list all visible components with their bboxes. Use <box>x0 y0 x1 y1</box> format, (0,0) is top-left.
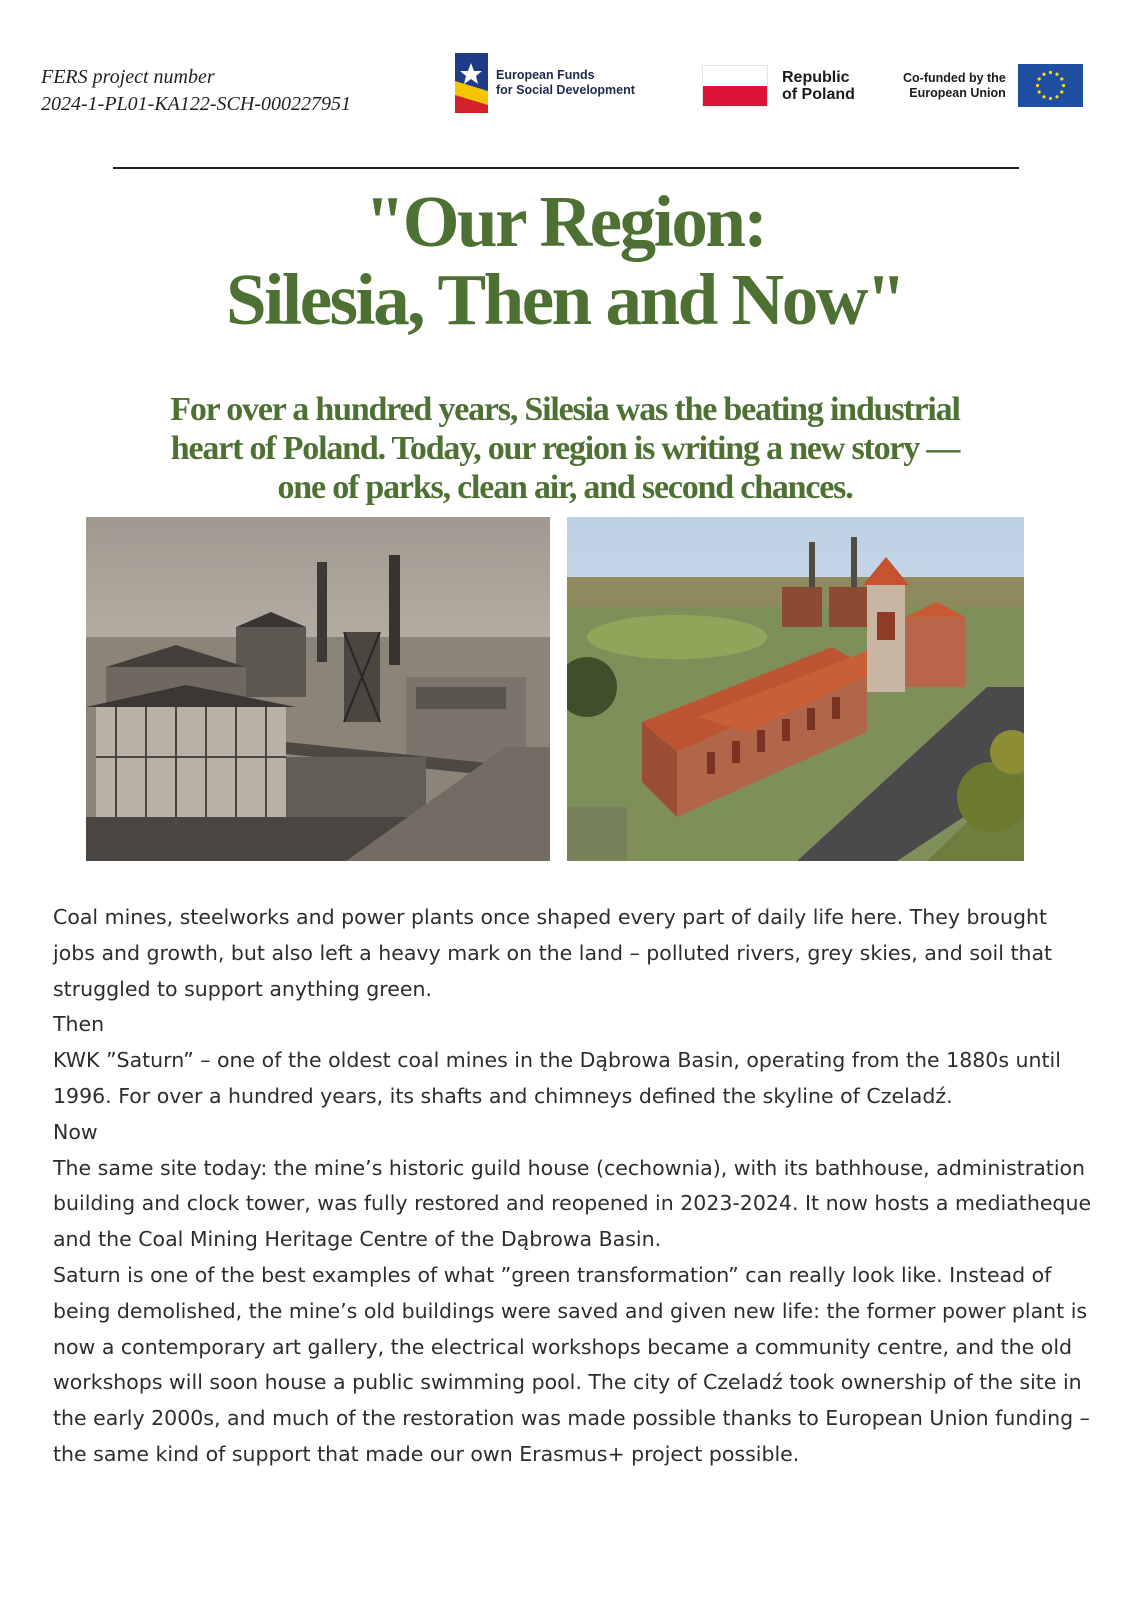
restored-mine-photo <box>567 517 1024 861</box>
now-heading: Now <box>53 1119 98 1144</box>
closing-paragraph: Saturn is one of the best examples of what ”green transformation” can really look like. Instead of being demolished, the mine’s old buildings were saved and given new life: the former power plant is now a contemporary art gallery, the electrical workshops became a community centre, and the old workshops will soon house a public swimming pool. The city of Czeladź took ownership of the site in the early 2000s, and much of the restoration was made possible thanks to European Union funding – the same kind of support that made our own Erasmus+ project possible. <box>53 1262 1090 1466</box>
subtitle-line3: one of parks, clean air, and second chances. <box>277 469 853 506</box>
european-funds-text <box>496 68 635 98</box>
european-funds-emblem-icon <box>455 53 488 113</box>
title-line2: Silesia, Then and Now" <box>226 259 904 340</box>
page-subtitle <box>0 390 1130 507</box>
subtitle-line1: For over a hundred years, Silesia was the beating industrial <box>170 391 960 428</box>
then-paragraph: KWK ”Saturn” – one of the oldest coal mines in the Dąbrowa Basin, operating from the 1880s until 1996. For over a hundred years, its shafts and chimneys defined the skyline of Czeladź. <box>53 1048 1061 1108</box>
republic-of-poland-logo <box>702 65 855 107</box>
poland-flag-icon <box>702 65 768 107</box>
title-line1: "Our Region: <box>364 181 766 262</box>
project-label: FERS project number <box>41 66 215 88</box>
now-paragraph: The same site today: the mine’s historic guild house (cechownia), with its bathhouse, administration building and clock tower, was fully restored and reopened in 2023-2024. It now hosts a mediatheque and the Coal Mining Heritage Centre of the Dąbrowa Basin. <box>53 1155 1092 1252</box>
eu-line2: European Union <box>909 85 1006 100</box>
eu-cofunded-logo <box>903 64 1083 107</box>
page-title <box>0 183 1130 339</box>
republic-of-poland-text <box>782 69 855 103</box>
poland-line2: of Poland <box>782 86 855 103</box>
european-funds-line1: European Funds <box>496 68 595 82</box>
subtitle-line2: heart of Poland. Today, our region is writing a new story — <box>170 430 960 467</box>
header-divider <box>113 167 1019 169</box>
project-number-block <box>41 64 351 118</box>
article-body <box>53 900 1093 1473</box>
intro-paragraph: Coal mines, steelworks and power plants once shaped every part of daily life here. They brought jobs and growth, but also left a heavy mark on the land – polluted rivers, grey skies, and soil that struggled to support anything green. <box>53 905 1053 1001</box>
european-funds-logo <box>455 53 635 113</box>
european-funds-line2: for Social Development <box>496 83 635 97</box>
eu-flag-icon <box>1018 64 1083 107</box>
historic-mine-photo <box>86 517 550 861</box>
then-heading: Then <box>53 1012 105 1037</box>
project-number: 2024-1-PL01-KA122-SCH-000227951 <box>41 93 351 115</box>
eu-cofunded-text <box>903 71 1006 101</box>
eu-line1: Co-funded by the <box>903 70 1006 85</box>
poland-line1: Republic <box>782 69 850 86</box>
